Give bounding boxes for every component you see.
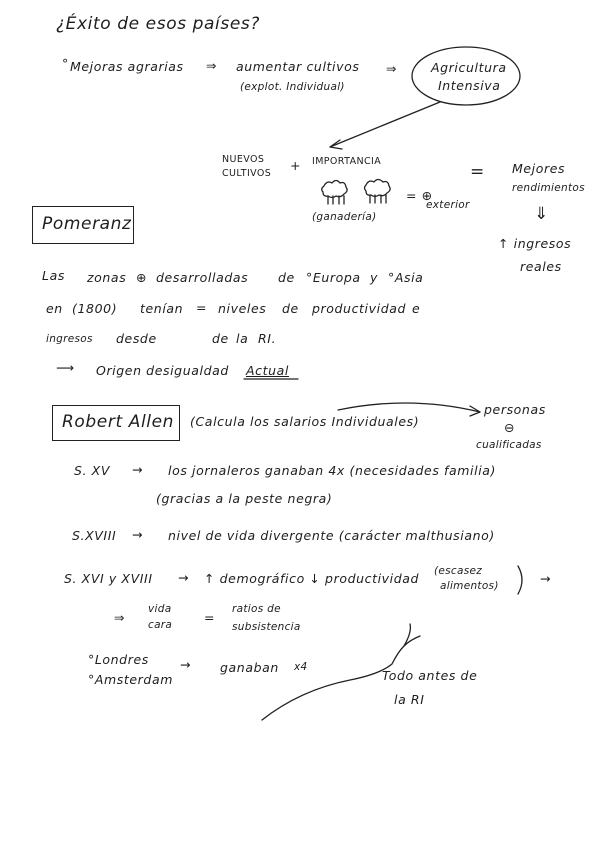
peste-text: (gracias a la peste negra) [156, 491, 333, 506]
cualificadas-text: cualificadas [476, 439, 542, 451]
equals-sign: = [470, 162, 485, 182]
origen-arrow: ⟶ [56, 360, 75, 375]
pom-l2-w2: tenían [140, 301, 184, 316]
vida-equals: = [204, 610, 216, 625]
pom-l2-w0: en [46, 301, 63, 316]
londres-text: °Londres [88, 652, 149, 667]
pom-l2-w7: e [412, 301, 421, 316]
pom-l3-w0: ingresos [46, 333, 93, 345]
s16-label: S. XVI y XVIII [64, 571, 153, 586]
down-arrow: ⇓ [534, 204, 549, 224]
pom-l3-w4: la [236, 331, 249, 346]
arrow-1: ⇒ [206, 58, 218, 73]
pom-l2-w6: productividad [312, 301, 407, 316]
vida-line1: vida [148, 603, 172, 615]
escasez-line1: (escasez [434, 565, 483, 577]
sheep-icon [322, 181, 347, 205]
pom-l1-w6: y [370, 270, 378, 285]
agricultura-ellipse [412, 47, 520, 105]
calcula-arc [338, 403, 480, 412]
pom-l3-w5: RI. [258, 331, 277, 346]
agricultura-line1: Agricultura [431, 60, 507, 75]
pom-l1-w3: desarrolladas [156, 270, 249, 285]
ganaderia-text: (ganadería) [312, 211, 377, 223]
s15-label: S. XV [74, 463, 110, 478]
pomeranz-label: Pomeranz [42, 214, 132, 234]
mejores-line1: Mejores [512, 161, 566, 176]
amsterdam-text: °Amsterdam [88, 672, 173, 687]
s15-arrow: → [132, 462, 144, 477]
origen-text: Origen desigualdad [96, 363, 229, 378]
s16-arrow2: → [540, 571, 552, 586]
personas-text: personas [484, 402, 546, 417]
vida-arrow: ⇒ [114, 610, 126, 625]
pom-l1-w1: zonas [87, 270, 127, 285]
nuevos-line2: CULTIVOS [222, 168, 272, 179]
mejoras-text: Mejoras agrarias [70, 59, 184, 74]
agricultura-line2: Intensiva [438, 78, 501, 93]
s18-text: nivel de vida divergente (carácter malthusiano) [168, 528, 495, 543]
s18-label: S.XVIII [72, 528, 117, 543]
exterior-text: exterior [426, 199, 470, 211]
diagonal-arrowhead [330, 140, 342, 149]
escasez-line2: alimentos) [440, 580, 499, 592]
ingresos-line2: reales [520, 259, 562, 274]
arrow-2: ⇒ [386, 61, 398, 76]
actual-text: Actual [246, 363, 289, 378]
importancia-text: IMPORTANCIA [312, 156, 382, 167]
aumentar-text: aumentar cultivos [236, 59, 360, 74]
pom-l2-w3: = [196, 300, 208, 315]
todo-line1: Todo antes de [382, 668, 478, 683]
minus-sign: ⊖ [504, 420, 516, 435]
ganaban-text: ganaban [220, 660, 279, 675]
pom-l3-w3: de [212, 331, 229, 346]
bracket-hook [404, 624, 410, 646]
todo-line2: la RI [394, 692, 425, 707]
pom-l1-w7: °Asia [388, 270, 424, 285]
ingresos-line1: ↑ ingresos [498, 236, 572, 251]
allen-label: Robert Allen [62, 412, 175, 432]
pom-l1-w4: de [278, 270, 295, 285]
calcula-arc-head [470, 406, 480, 416]
diagonal-arrow-line [330, 102, 440, 147]
s18-arrow: → [132, 527, 144, 542]
pom-l3-w1: desde [116, 331, 157, 346]
bullet: ° [62, 56, 69, 71]
plus-sign: + [290, 158, 302, 173]
mejores-line2: rendimientos [512, 182, 585, 194]
eq-exterior: = ⊕ [406, 188, 433, 203]
pom-l1-w2: ⊕ [136, 270, 148, 285]
s15-text: los jornaleros ganaban 4x (necesidades familia) [168, 463, 497, 478]
explot-text: (explot. Individual) [240, 81, 345, 93]
ratios-line1: ratios de [232, 603, 281, 615]
calcula-text: (Calcula los salarios Individuales) [190, 414, 420, 429]
ratios-line2: subsistencia [232, 621, 301, 633]
escasez-close-paren [518, 566, 522, 594]
pom-l2-w1: (1800) [72, 301, 118, 316]
s16-arrow: → [178, 570, 190, 585]
sheep-icon [365, 180, 391, 204]
s16-text: ↑ demográfico ↓ productividad [204, 571, 420, 586]
pom-l2-w5: de [282, 301, 299, 316]
x4-text: x4 [294, 661, 308, 673]
page-title: ¿Éxito de esos países? [56, 14, 260, 34]
pom-l1-w5: °Europa [306, 270, 361, 285]
pom-l1-w0: Las [42, 268, 65, 283]
city-arrow: → [180, 657, 192, 672]
nuevos-line1: NUEVOS [222, 154, 265, 165]
vida-line2: cara [148, 619, 173, 631]
pom-l2-w4: niveles [218, 301, 267, 316]
